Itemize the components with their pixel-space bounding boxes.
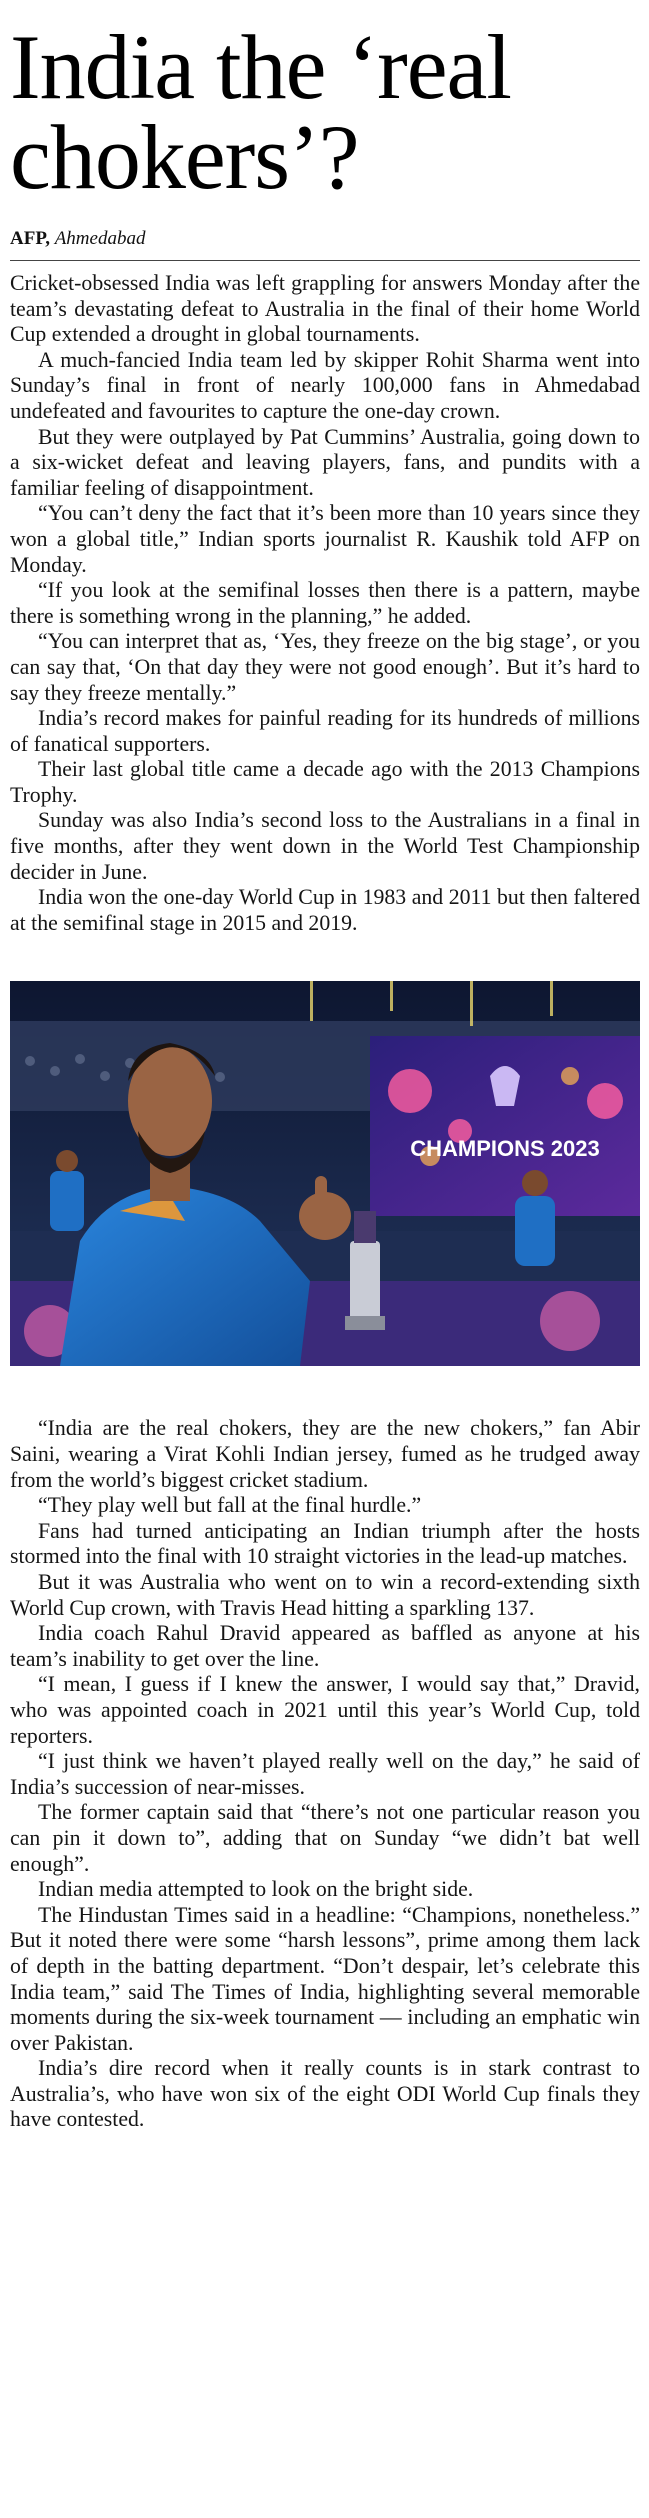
paragraph: Fans had turned anticipating an Indian triumph after the hosts stormed into the final with 10 straight victories in the lead-up matches. xyxy=(10,1518,640,1569)
paragraph: But it was Australia who went on to win a record-extending sixth World Cup crown, with Travis Head hitting a sparkling 137. xyxy=(10,1570,640,1620)
paragraph: “I just think we haven’t played really well on the day,” he said of India’s succession of near-misses. xyxy=(10,1749,640,1799)
paragraph: “They play well but fall at the final hurdle.” xyxy=(38,1493,422,1518)
paragraph: But they were outplayed by Pat Cummins’ Australia, going down to a six-wicket defeat and leaving players, fans, and pundits with a familiar feeling of disappointment. xyxy=(10,424,640,500)
headline: India the ‘real chokers’? xyxy=(10,16,511,208)
photo-illustration xyxy=(10,981,640,1366)
paragraph: India’s record makes for painful reading for its hundreds of millions of fanatical supporters. xyxy=(10,706,640,756)
story-part-1 xyxy=(10,271,640,936)
byline-agency: AFP, xyxy=(10,228,50,249)
paragraph: India coach Rahul Dravid appeared as baffled as anyone at his team’s inability to get over the line. xyxy=(10,1621,640,1671)
paragraph: “I mean, I guess if I knew the answer, I would say that,” Dravid, who was appointed coach in 2021 until this year’s World Cup, told reporters. xyxy=(10,1672,640,1748)
paragraph: “You can interpret that as, ‘Yes, they freeze on the big stage’, or you can say that, ‘On that day they were not good enough’. But it’s hard to say they freeze mentally.” xyxy=(10,629,640,705)
news-photo xyxy=(10,981,640,1366)
story-part-2 xyxy=(10,1416,640,2133)
paragraph: Sunday was also India’s second loss to the Australians in a final in five months, after they went down in the World Test Championship decider in June. xyxy=(10,808,640,884)
paragraph: India won the one-day World Cup in 1983 and 2011 but then faltered at the semifinal stage in 2015 and 2019. xyxy=(10,885,640,935)
paragraph: India’s dire record when it really counts is in stark contrast to Australia’s, who have won six of the eight ODI World Cup finals they have contested. xyxy=(10,2056,640,2132)
byline xyxy=(10,228,640,250)
byline-location: Ahmedabad xyxy=(54,228,146,249)
paragraph: A much-fancied India team led by skipper Rohit Sharma went into Sunday’s final in front of nearly 100,000 fans in Ahmedabad undefeated and favourites to capture the one-day crown. xyxy=(10,347,640,423)
article xyxy=(10,0,640,2133)
paragraph: Cricket-obsessed India was left grappling for answers Monday after the team’s devastating defeat to Australia in the final of their home World Cup extended a drought in global tournaments. xyxy=(10,271,640,347)
byline-divider xyxy=(10,260,640,261)
paragraph: “You can’t deny the fact that it’s been more than 10 years since they won a global title,” Indian sports journalist R. Kaushik told AFP on Monday. xyxy=(10,501,640,577)
paragraph: The former captain said that “there’s not one particular reason you can pin it down to”, adding that on Sunday “we didn’t bat well enough”. xyxy=(10,1800,640,1876)
paragraph: The Hindustan Times said in a headline: “Champions, nonetheless.” But it noted there were some “harsh lessons”, prime among them lack of depth in the batting department. “Don’t despair, let’s celebrate this India team,” said The Times of India, highlighting several memorable moments during the six-week tournament — including an emphatic win over Pakistan. xyxy=(10,1902,640,2055)
paragraph: “India are the real chokers, they are the new chokers,” fan Abir Saini, wearing a Virat Kohli Indian jersey, fumed as he trudged away from the world’s biggest cricket stadium. xyxy=(10,1416,640,1492)
paragraph: “If you look at the semifinal losses then there is a pattern, maybe there is something wrong in the planning,” he added. xyxy=(10,578,640,628)
paragraph: Their last global title came a decade ago with the 2013 Champions Trophy. xyxy=(10,757,640,807)
screen-text: CHAMPIONS 2023 xyxy=(410,1136,600,1162)
paragraph: Indian media attempted to look on the bright side. xyxy=(38,1877,474,1902)
